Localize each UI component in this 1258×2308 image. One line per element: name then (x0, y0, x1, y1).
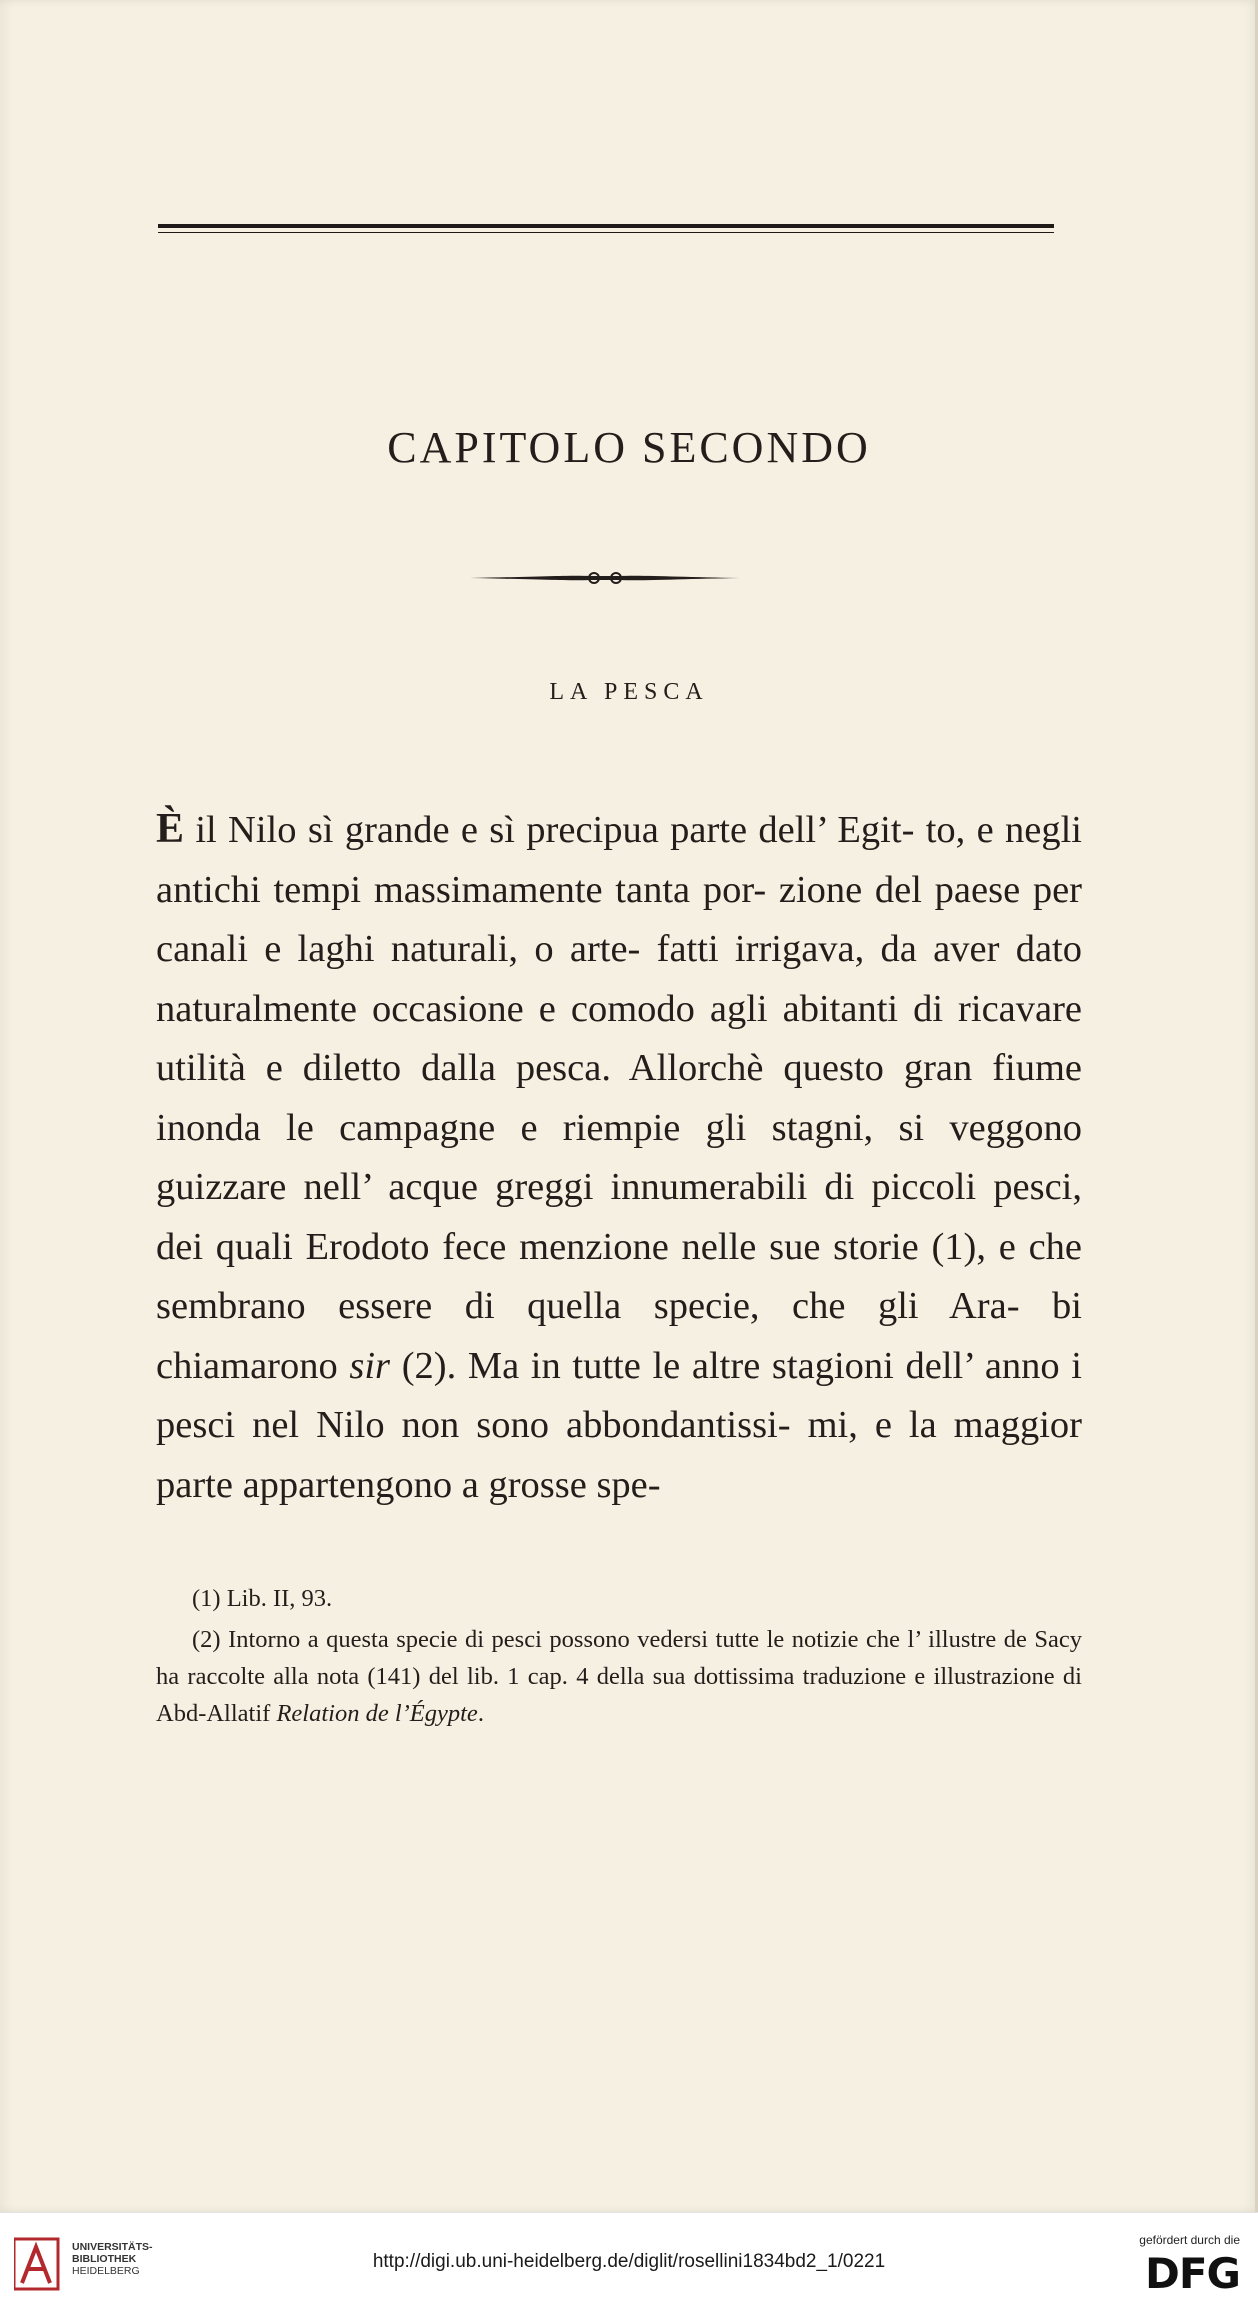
viewer-footer (0, 2212, 1258, 2308)
dfg-logo[interactable]: DFG (1144, 2249, 1240, 2298)
chapter-title: CAPITOLO SECONDO (387, 423, 871, 472)
library-name-line-1: UNIVERSITÄTS- (72, 2241, 153, 2253)
drop-capital: È (156, 806, 185, 852)
footnote-2-text: (2) Intorno a questa specie di pesci possono vedersi tutte le notizie che l’ illustre de Sacy ha raccolte alla nota (141) del lib. 1 cap. 4 della sua dottissima traduzione e illustrazione di Abd-Allatif (156, 1626, 1082, 1727)
header-rule-thin (158, 232, 1054, 233)
footnote-2-end: . (477, 1700, 484, 1727)
italic-term: sir (349, 1344, 391, 1387)
funder-label: gefördert durch die (1139, 2233, 1240, 2247)
footnote-2-title: Relation de l’Égypte (276, 1700, 478, 1727)
library-name-line-3: HEIDELBERG (72, 2265, 140, 2277)
footnotes (156, 1580, 1082, 1732)
paragraph-text-start: il Nilo sì grande e sì precipua parte dell’ Egit- to, e negli antichi tempi massimamente tanta por- zione del paese per canali e laghi naturali, o arte- fatti irrigava, da aver dato naturalmente occasione e comodo agli abitanti di ricavare utilità e diletto dalla pesca. Allorchè questo gran fiume inonda le campagne e riempie gli stagni, si veggono guizzare nell’ acque greggi innumerabili di piccoli pesci, dei quali Erodoto fece menzione nelle sue storie (1), e che sembrano essere di quella specie, che gli Ara- bi chiamarono (156, 809, 1082, 1387)
footnote-1: (1) Lib. II, 93. (192, 1585, 333, 1612)
library-name-line-2: BIBLIOTHEK (72, 2253, 137, 2265)
section-title: LA PESCA (549, 679, 709, 705)
main-paragraph (156, 800, 1082, 1515)
header-rule-thick (158, 224, 1054, 228)
divider-ornament (470, 568, 740, 588)
permalink-url[interactable]: http://digi.ub.uni-heidelberg.de/diglit/rosellini1834bd2_1/0221 (372, 2251, 886, 2272)
footnote-2 (156, 1621, 1082, 1732)
paragraph-text-end: (2). Ma in tutte le altre stagioni dell’ anno i pesci nel Nilo non sono abbondantissi- mi, e la maggior parte appartengono a grosse spe- (156, 1344, 1082, 1506)
